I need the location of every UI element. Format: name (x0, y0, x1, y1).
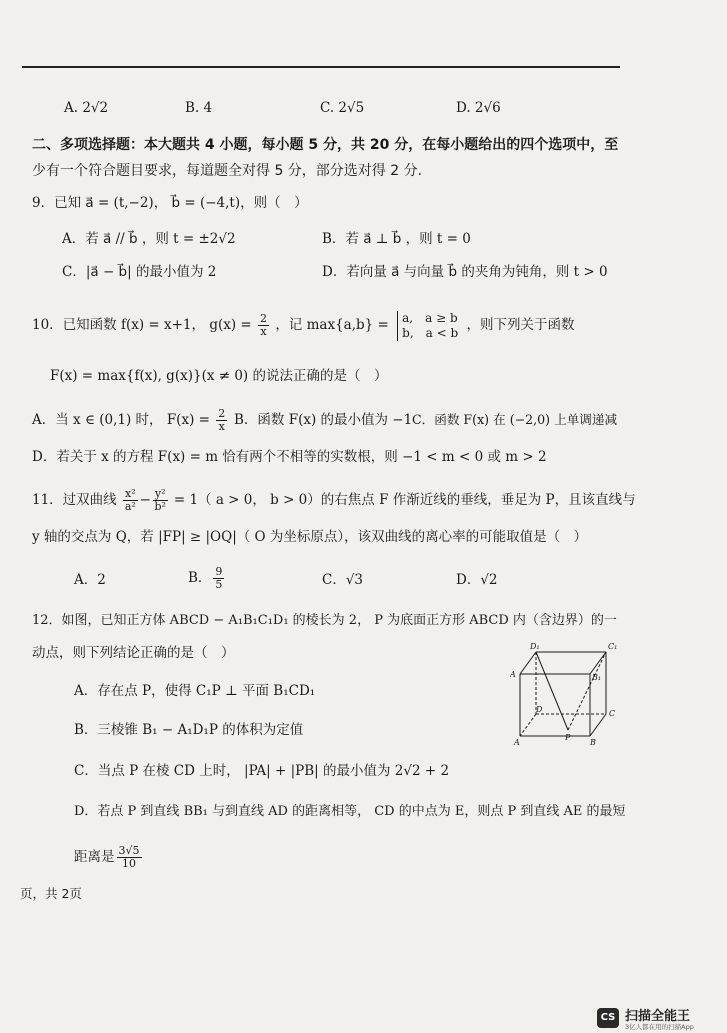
q8-option-b: B. 4 (185, 100, 213, 116)
q10-option-d: D．若关于 x 的方程 F(x) = m 恰有两个不相等的实数根，则 −1 < m < 0 或 m > 2 (32, 449, 547, 465)
cube-label-b: B (590, 738, 596, 747)
q12-option-d-cont (74, 840, 144, 874)
q11-option-b-pre: B． (188, 570, 212, 586)
q12-option-c: C．当点 P 在棱 CD 上时， |PA| + |PB| 的最小值为 2√2 + 2 (74, 763, 450, 779)
q10-option-c: C．函数 F(x) 在 (−2,0) 上单调递减 (412, 412, 618, 427)
q10-case1: a, a ≥ b (402, 310, 458, 325)
watermark-title: 扫描全能王 (625, 1009, 691, 1024)
cube-label-a1: A (510, 670, 516, 679)
q10-option-b: B．函数 F(x) 的最小值为 −1 (234, 412, 413, 428)
q12-option-d: D．若点 P 到直线 BB₁ 与到直线 AD 的距离相等， CD 的中点为 E，则点 P 到直线 AE 的最短 (74, 804, 626, 819)
q9-option-a: A．若 a⃗ // b⃗ ，则 t = ±2√2 (62, 231, 236, 247)
q12-d-den: 10 (122, 857, 136, 870)
q11-option-d: D．√2 (456, 572, 498, 588)
q11-option-b-fraction (213, 566, 224, 591)
scanner-watermark (597, 1005, 717, 1031)
q10-g-fraction (258, 313, 269, 338)
q9-stem: 9．已知 a⃗ = (t,−2)， b⃗ = (−4,t)，则（ ） (32, 195, 308, 211)
q8-option-d: D. 2√6 (456, 100, 501, 116)
q11-option-a: A．2 (74, 572, 106, 588)
q10-stem-mid: ，记 max{a,b} = (275, 317, 389, 333)
page-footer: 页，共 2页 (20, 886, 82, 901)
cube-label-c: C (609, 709, 616, 718)
q12-d-fraction (117, 845, 142, 870)
q8-option-a: A. 2√2 (64, 100, 109, 116)
q11-stem2: y 轴的交点为 Q，若 |FP| ≥ |OQ|（ O 为坐标原点），该双曲线的离心率的可能取值是（ ） (32, 529, 588, 545)
q12-option-b: B．三棱锥 B₁ − A₁D₁P 的体积为定值 (74, 722, 304, 738)
q8-option-c: C. 2√5 (320, 100, 365, 116)
q11-b-den: 5 (215, 578, 223, 591)
q10-a-den: x (218, 420, 225, 433)
q11-x-den: a² (124, 500, 136, 513)
q11-option-c: C．√3 (322, 572, 364, 588)
cube-label-a: A (514, 738, 520, 747)
q10-stem-post: ，则下列关于函数 (466, 317, 575, 333)
q9-option-d: D．若向量 a⃗ 与向量 b⃗ 的夹角为钝角，则 t > 0 (322, 264, 608, 280)
q11-x-num: x² (124, 487, 136, 500)
section2-heading-line1: 二、多项选择题：本大题共 4 小题，每小题 5 分，共 20 分，在每小题给出的四个选项中，至 (32, 137, 619, 153)
cube-label-d: D (536, 705, 543, 714)
q10-stem2: F(x) = max{f(x), g(x)}(x ≠ 0) 的说法正确的是（ ） (50, 368, 388, 384)
q12-stem2: 动点，则下列结论正确的是（ ） (32, 645, 235, 661)
q12-stem: 12．如图，已知正方体 ABCD − A₁B₁C₁D₁ 的棱长为 2， P 为底面正方形 ABCD 内（含边界）的一 (32, 613, 617, 628)
q11-stem: 11．过双曲线 $\frac{\text{x²}}{\text{a²}}$ − $\frac{\text{y²}}{\text{b²}}$ = 1（ a > 0， b > 0）的右焦点 F 作渐近线的垂线，垂足为 P，且该直线与 (32, 487, 636, 513)
watermark-subtitle: 3亿人都在用的扫描App (625, 1023, 694, 1031)
q10-stem-pre: 10．已知函数 f(x) = x+1， g(x) = (32, 317, 252, 333)
q11-y-num: y² (154, 487, 166, 500)
q11-option-b (188, 563, 226, 593)
q10-g-num: 2 (260, 312, 268, 325)
q10-case2: b, a < b (402, 325, 459, 340)
section2-heading-line2: 少有一个符合题目要求，每道题全对得 5 分，部分选对得 2 分. (32, 163, 423, 179)
q12-option-d-cont-pre: 距离是 (74, 849, 115, 865)
q12-option-a: A．存在点 P，使得 C₁P ⊥ 平面 B₁CD₁ (74, 683, 316, 699)
cube-label-c1: C₁ (608, 642, 618, 651)
cube-label-b1: B₁ (592, 673, 602, 682)
cube-label-p: P (565, 733, 571, 742)
q11-x-fraction (123, 488, 138, 513)
header-rule (22, 66, 620, 68)
cube-figure (510, 640, 630, 750)
q10-option-a-fraction (216, 408, 227, 433)
q10-g-den: x (260, 325, 267, 338)
q9-option-c: C．|a⃗ − b⃗| 的最小值为 2 (62, 264, 217, 280)
q10-option-a (32, 405, 229, 435)
q11-y-fraction (153, 488, 168, 513)
q11-y-den: b² (154, 500, 166, 513)
q10-max-cases (397, 311, 458, 341)
q10-stem (32, 308, 574, 342)
q11-stem-pre: 11．过双曲线 (32, 492, 117, 508)
q10-a-num: 2 (218, 407, 226, 420)
q9-option-b: B．若 a⃗ ⊥ b⃗ ，则 t = 0 (322, 231, 471, 247)
cube-label-d1: D₁ (530, 642, 540, 651)
q10-option-a-pre: A．当 x ∈ (0,1) 时， F(x) = (32, 412, 210, 428)
q11-b-num: 9 (215, 565, 223, 578)
q12-d-num: 3√5 (118, 844, 140, 857)
camscanner-logo-icon: CS (597, 1008, 619, 1028)
q11-stem-post: = 1（ a > 0， b > 0）的右焦点 F 作渐近线的垂线，垂足为 P，且该直线与 (173, 492, 636, 508)
